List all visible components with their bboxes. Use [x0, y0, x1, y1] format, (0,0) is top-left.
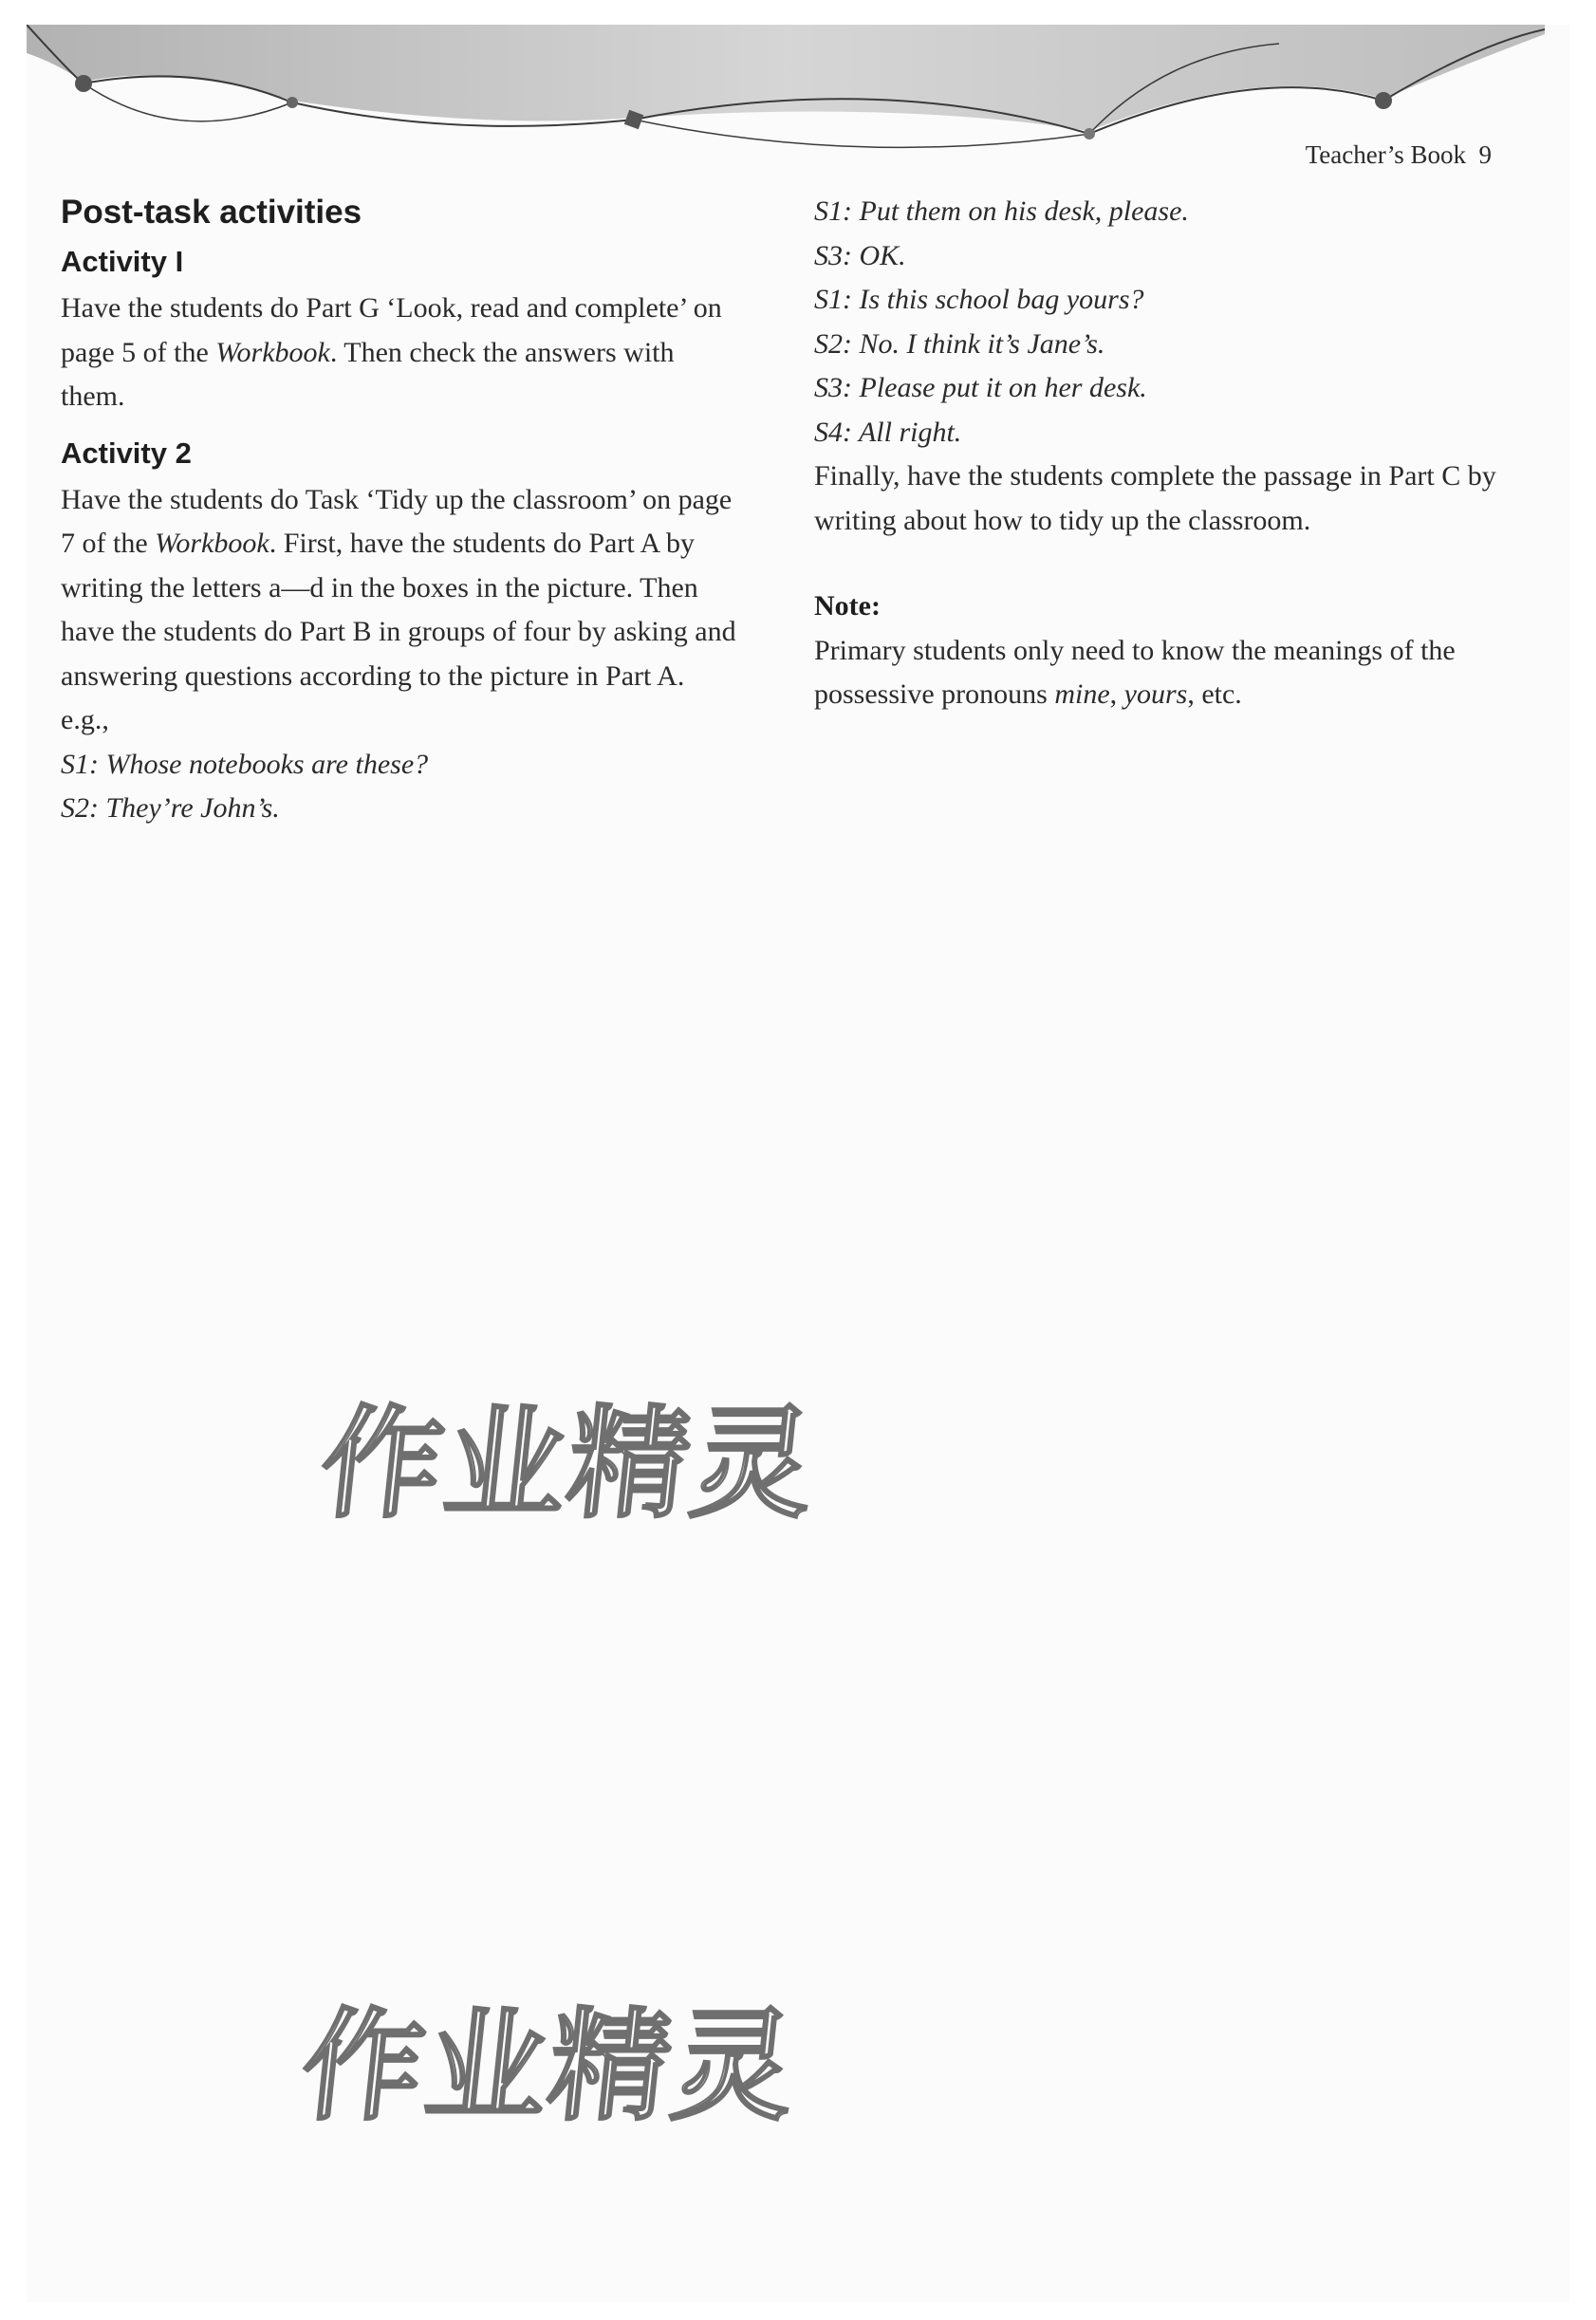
left-column — [61, 190, 744, 831]
page-number: 9 — [1478, 140, 1492, 169]
dialogue-line: S2: They’re John’s. — [61, 792, 280, 824]
note-text: Primary students only need to know the meanings of the possessive pronouns mine, yours, etc. — [814, 634, 1456, 710]
dialogue-line: S4: All right. — [814, 416, 962, 448]
activity-2-title: Activity 2 — [61, 436, 192, 470]
page-header — [1306, 140, 1492, 170]
dialogue-line: S2: No. I think it’s Jane’s. — [814, 327, 1105, 360]
note-title: Note: — [814, 590, 881, 622]
decorative-banner — [27, 25, 1545, 158]
finally-paragraph: Finally, have the students complete the passage in Part C by writing about how to tidy up the classroom. — [814, 460, 1496, 536]
activity-2-text: Have the students do Task ‘Tidy up the classroom’ on page 7 of the Workbook. First, have the students do Part A by writing the letters a—d in the boxes in the picture. Then have the students do Part B in groups of four by asking and answering questions according to the picture in Part A. — [61, 483, 736, 692]
right-column — [814, 190, 1497, 717]
activity-1-title: Activity I — [61, 245, 184, 278]
book-title: Teacher’s Book — [1305, 140, 1466, 169]
watermark: 作业精灵 — [294, 1996, 804, 2138]
dialogue-line: S1: Is this school bag yours? — [814, 284, 1144, 315]
dialogue-line: S1: Whose notebooks are these? — [61, 748, 429, 780]
example-label: e.g., — [61, 704, 109, 735]
watermark: 作业精灵 — [313, 1394, 823, 1535]
dialogue-line: S3: Please put it on her desk. — [814, 372, 1147, 403]
dialogue-line: S3: OK. — [814, 239, 906, 271]
dialogue-line: S1: Put them on his desk, please. — [814, 195, 1189, 227]
activity-1-text: Have the students do Part G ‘Look, read and complete’ on page 5 of the Workbook. Then check the answers with them. — [61, 292, 722, 412]
section-title: Post-task activities — [61, 194, 362, 231]
